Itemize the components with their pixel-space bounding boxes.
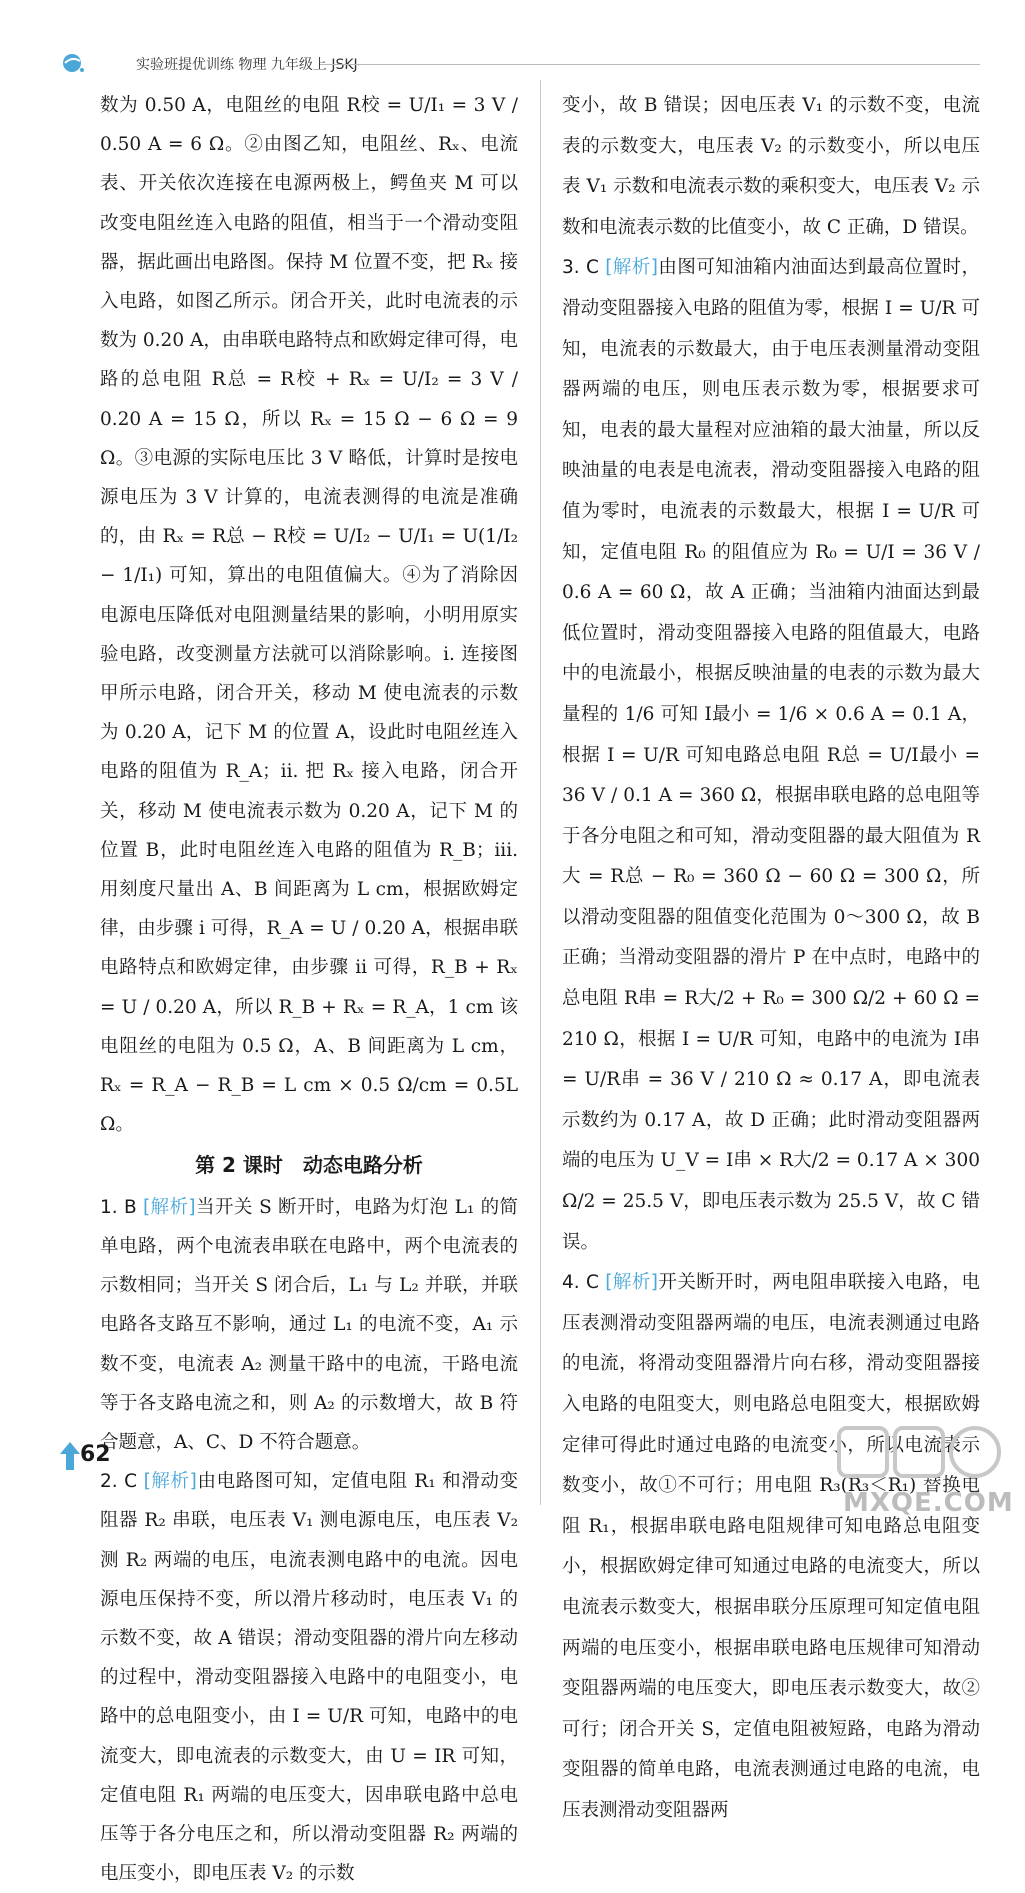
answer-number: 3. C	[562, 257, 599, 279]
answer-text: 由电路图可知，定值电阻 R₁ 和滑动变阻器 R₂ 串联，电压表 V₁ 测电源电压，电压表 V₂ 测 R₂ 两端的电压，电流表测电路中的电流。因电源电压保持不变，所以滑片移动时，电压表 V₁ 的示数不变，故 A 错误；滑动变阻器的滑片向左移动的过程中，滑动变阻器接入电路中的电阻变小，电路中的总电阻变小，由 I = U/R 可知，电路中的电流变大，即电流表的示数变大，由 U = IR 可知，定值电阻 R₁ 两端的电压变大，因串联电路中总电压等于各分电压之和，所以滑动变阻器 R₂ 两端的电压变小，即电压表 V₂ 的示数	[100, 1471, 518, 1885]
answer-text: 开关断开时，两电阻串联接入电路，电压表测滑动变阻器两端的电压，电流表测通过电路的电流，将滑动变阻器滑片向右移，滑动变阻器接入电路的电阻变大，则电路总电阻变大，根据欧姆定律可得此时通过电路的电流变小，所以电流表示数变小，故①不可行；用电阻 R₃(R₃＜R₁) 替换电阻 R₁，根据串联电路电阻规律可知电路总电阻变小，根据欧姆定律可知通过电路的电流变大，所以电流表示数变大，根据串联分压原理可知定值电阻两端的电压变小，根据串联电路电压规律可知滑动变阻器两端的电压变大，即电压表示数变大，故②可行；闭合开关 S，定值电阻被短路，电路为滑动变阻器的简单电路，电流表测通过电路的电流，电压表测滑动变阻器两	[562, 1272, 980, 1821]
section-title: 第 2 课时 动态电路分析	[195, 1153, 423, 1178]
answer-text: 当开关 S 断开时，电路为灯泡 L₁ 的简单电路，两个电流表串联在电路中，两个电流表的示数相同；当开关 S 闭合后，L₁ 与 L₂ 并联，并联电路各支路互不影响，通过 L₁ 的电流不变，A₁ 示数不变，电流表 A₂ 测量干路中的电流，干路电流等于各支路电流之和，则 A₂ 的示数增大，故 B 符合题意，A、C、D 不符合题意。	[100, 1196, 518, 1453]
answer-item	[562, 1263, 980, 1831]
watermark	[835, 1420, 1014, 1520]
book-logo-icon	[60, 52, 86, 74]
page-number-badge	[58, 1440, 111, 1474]
header-rule	[320, 64, 980, 65]
answer-text: 由图可知油箱内油面达到最高位置时，滑动变阻器接入电路的阻值为零，根据 I = U/R 可知，电流表的示数最大，由于电压表测量滑动变阻器两端的电压，则电压表示数为零，根据要求可知，电表的最大量程对应油箱的最大油量，所以反映油量的电表是电流表，滑动变阻器接入电路的阻值为零时，电流表的示数最大，根据 I = U/R 可知，定值电阻 R₀ 的阻值应为 R₀ = U/I = 36 V / 0.6 A = 60 Ω，故 A 正确；当油箱内油面达到最低位置时，滑动变阻器接入电路的阻值最大，电路中的电流最小，根据反映油量的电表的示数为最大量程的 1/6 可知 I最小 = 1/6 × 0.6 A = 0.1 A，根据 I = U/R 可知电路总电阻 R总 = U/I最小 = 36 V / 0.1 A = 360 Ω，根据串联电路的总电阻等于各分电阻之和可知，滑动变阻器的最大阻值为 R大 = R总 − R₀ = 360 Ω − 60 Ω = 300 Ω，所以滑动变阻器的阻值变化范围为 0～300 Ω，故 B 正确；当滑动变阻器的滑片 P 在中点时，电路中的总电阻 R串 = R大/2 + R₀ = 300 Ω/2 + 60 Ω = 210 Ω，根据 I = U/R 可知，电路中的电流为 I串 = U/R串 = 36 V / 210 Ω ≈ 0.17 A，即电流表示数约为 0.17 A，故 D 正确；此时滑动变阻器两端的电压为 U_V = I串 × R大/2 = 0.17 A × 300 Ω/2 = 25.5 V，即电压表示数为 25.5 V，故 C 错误。	[562, 257, 980, 1253]
header-title: 实验班提优训练 物理 九年级上 JSKJ	[136, 57, 358, 73]
answer-number: 1. B	[100, 1196, 137, 1218]
column-divider	[540, 80, 541, 1505]
analysis-tag: [解析]	[143, 1471, 197, 1493]
watermark-text: MXQE.COM	[843, 1488, 1014, 1518]
left-column	[100, 86, 518, 1893]
answer-number: 2. C	[100, 1471, 138, 1493]
right-column	[562, 86, 980, 1832]
analysis-tag: [解析]	[605, 257, 658, 279]
analysis-tag: [解析]	[605, 1272, 658, 1294]
page-number: 62	[80, 1442, 111, 1467]
paragraph: 变小，故 B 错误；因电压表 V₁ 的示数不变，电流表的示数变大，电压表 V₂ 的示数变小，所以电压表 V₁ 示数和电流表示数的乘积变大，电压表 V₂ 示数和电流表示数的比值变小，故 C 正确，D 错误。	[562, 95, 980, 238]
watermark-logo-icon	[835, 1420, 1005, 1490]
answer-item	[100, 1188, 518, 1462]
answer-item	[100, 1462, 518, 1893]
arrow-badge-icon	[58, 1440, 82, 1472]
answer-number: 4. C	[562, 1272, 599, 1294]
answer-item	[562, 248, 980, 1263]
analysis-tag: [解析]	[142, 1196, 196, 1218]
paragraph: 数为 0.50 A，电阻丝的电阻 R校 = U/I₁ = 3 V / 0.50 A = 6 Ω。②由图乙知，电阻丝、Rₓ、电流表、开关依次连接在电源两极上，鳄鱼夹 M 可以改变电阻丝连入电路的阻值，相当于一个滑动变阻器，据此画出电路图。保持 M 位置不变，把 Rₓ 接入电路，如图乙所示。闭合开关，此时电流表的示数为 0.20 A，由串联电路特点和欧姆定律可得，电路的总电阻 R总 = R校 + Rₓ = U/I₂ = 3 V / 0.20 A = 15 Ω，所以 Rₓ = 15 Ω − 6 Ω = 9 Ω。③电源的实际电压比 3 V 略低，计算时是按电源电压为 3 V 计算的，电流表测得的电流是准确的，由 Rₓ = R总 − R校 = U/I₂ − U/I₁ = U(1/I₂ − 1/I₁) 可知，算出的电阻值偏大。④为了消除因电源电压降低对电阻测量结果的影响，小明用原实验电路，改变测量方法就可以消除影响。i. 连接图甲所示电路，闭合开关，移动 M 使电流表的示数为 0.20 A，记下 M 的位置 A，设此时电阻丝连入电路的阻值为 R_A；ii. 把 Rₓ 接入电路，闭合开关，移动 M 使电流表示数为 0.20 A，记下 M 的位置 B，此时电阻丝连入电路的阻值为 R_B；iii. 用刻度尺量出 A、B 间距离为 L cm，根据欧姆定律，由步骤 i 可得，R_A = U / 0.20 A，根据串联电路特点和欧姆定律，由步骤 ii 可得，R_B + Rₓ = U / 0.20 A，所以 R_B + Rₓ = R_A，1 cm 该电阻丝的电阻为 0.5 Ω，A、B 间距离为 L cm，Rₓ = R_A − R_B = L cm × 0.5 Ω/cm = 0.5L Ω。	[100, 95, 518, 1136]
